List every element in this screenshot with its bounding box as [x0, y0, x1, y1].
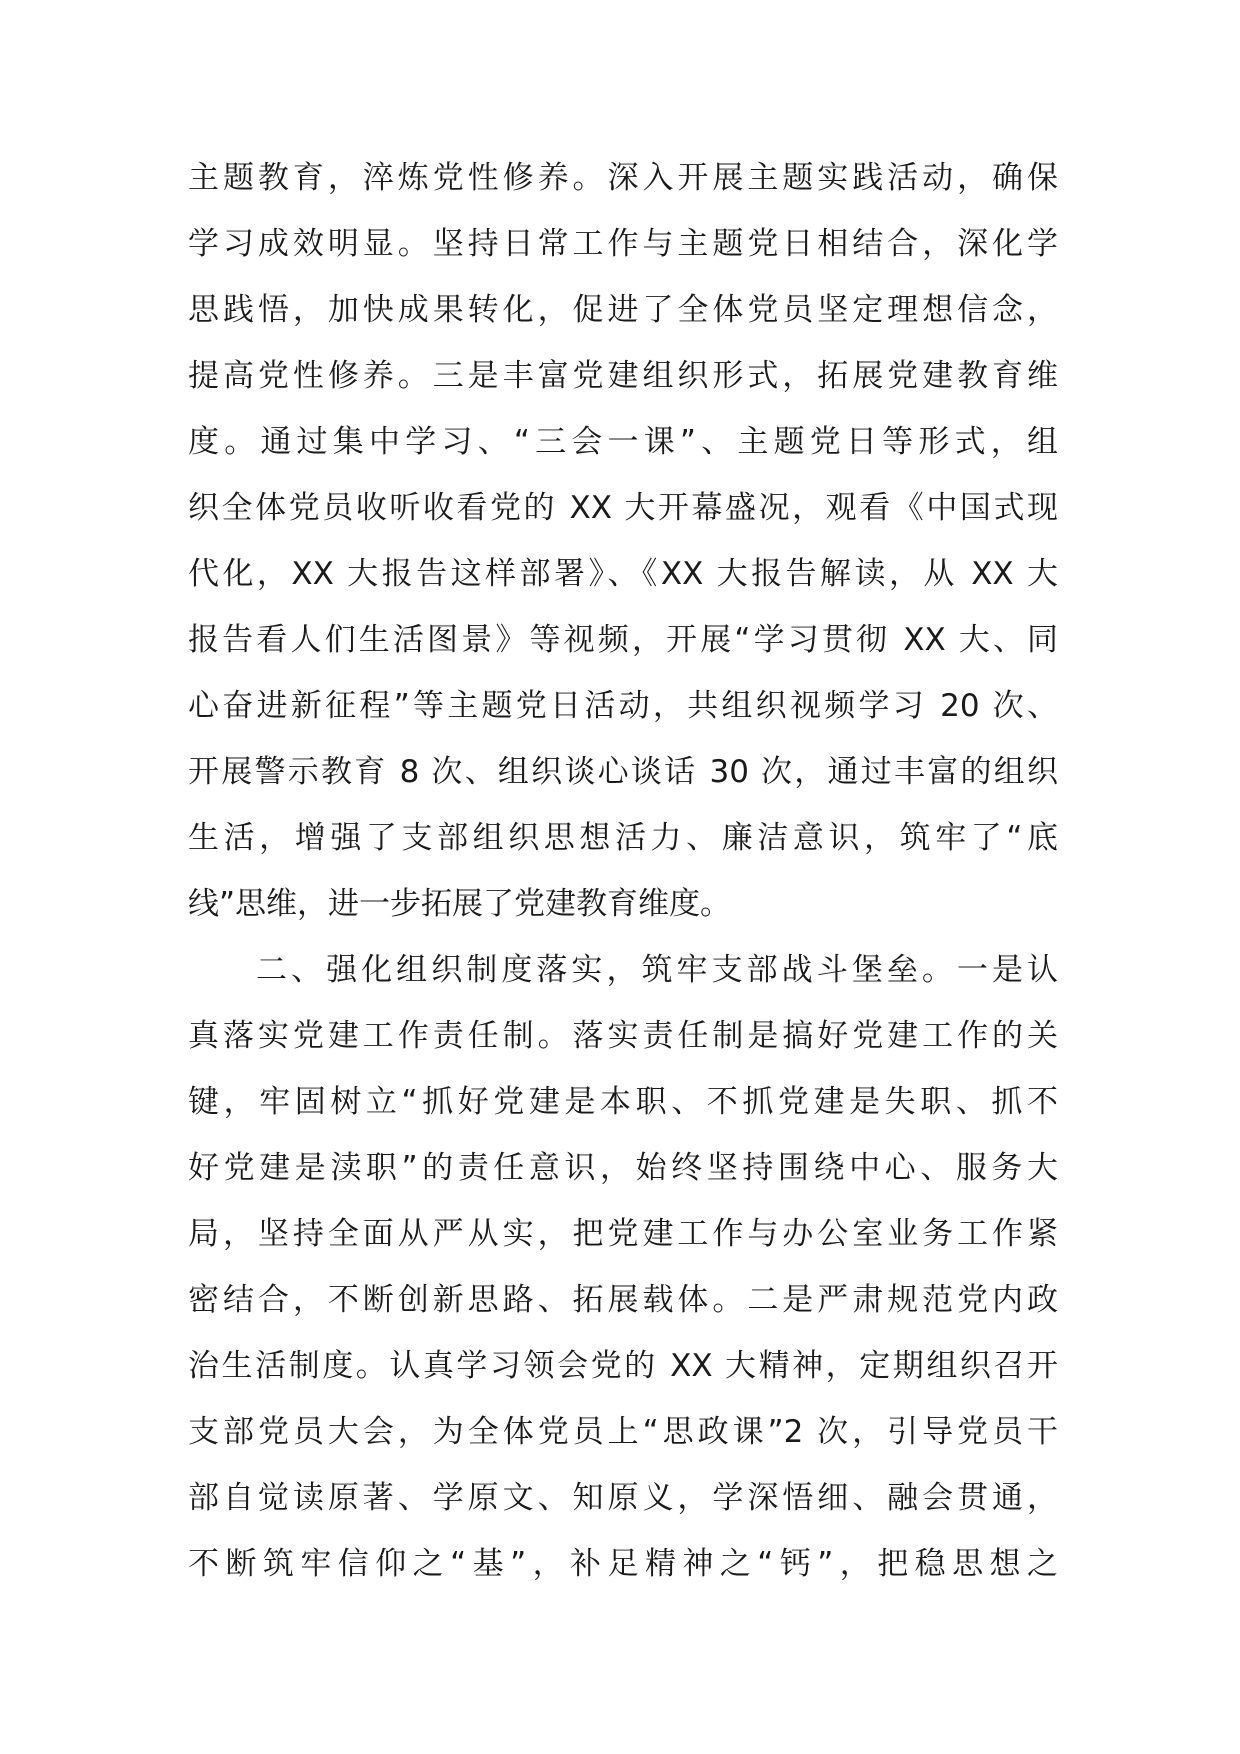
- text-line: 好党建是渎职”的责任意识，始终坚持围绕中心、服务大: [188, 1150, 1058, 1186]
- text-line: 不断筑牢信仰之“基”，补足精神之“钙”，把稳思想之: [188, 1546, 1058, 1582]
- text-line: 代化，XX 大报告这样部署》、《XX 大报告解读，从 XX 大: [188, 556, 1058, 592]
- text-line: 部自觉读原著、学原文、知原义，学深悟细、融会贯通，: [188, 1480, 1058, 1516]
- text-line: 思践悟，加快成果转化，促进了全体党员坚定理想信念，: [188, 292, 1058, 328]
- text-line: 织全体党员收听收看党的 XX 大开幕盛况，观看《中国式现: [188, 490, 1058, 526]
- text-line: 键，牢固树立“抓好党建是本职、不抓党建是失职、抓不: [188, 1084, 1058, 1120]
- text-line: 开展警示教育 8 次、组织谈心谈话 30 次，通过丰富的组织: [188, 754, 1058, 790]
- text-line: 生活，增强了支部组织思想活力、廉洁意识，筑牢了“底: [188, 820, 1058, 856]
- text-line: 主题教育，淬炼党性修养。深入开展主题实践活动，确保: [188, 160, 1058, 196]
- text-line: 支部党员大会，为全体党员上“思政课”2 次，引导党员干: [188, 1414, 1058, 1450]
- text-line: 心奋进新征程”等主题党日活动，共组织视频学习 20 次、: [188, 688, 1058, 724]
- section-heading-line: 二、强化组织制度落实，筑牢支部战斗堡垒。一是认: [256, 952, 1058, 988]
- text-line: 密结合，不断创新思路、拓展载体。二是严肃规范党内政: [188, 1282, 1058, 1318]
- text-line: 报告看人们生活图景》等视频，开展“学习贯彻 XX 大、同: [188, 622, 1058, 658]
- text-line: 局，坚持全面从严从实，把党建工作与办公室业务工作紧: [188, 1216, 1058, 1252]
- text-line: 度。通过集中学习、“三会一课”、主题党日等形式，组: [188, 424, 1058, 460]
- text-line: 真落实党建工作责任制。落实责任制是搞好党建工作的关: [188, 1018, 1058, 1054]
- paragraph-end-line: 线”思维，进一步拓展了党建教育维度。: [188, 886, 732, 922]
- text-line: 学习成效明显。坚持日常工作与主题党日相结合，深化学: [188, 226, 1058, 262]
- text-line: 治生活制度。认真学习领会党的 XX 大精神，定期组织召开: [188, 1348, 1058, 1384]
- text-line: 提高党性修养。三是丰富党建组织形式，拓展党建教育维: [188, 358, 1058, 394]
- body-text: [188, 145, 1058, 1597]
